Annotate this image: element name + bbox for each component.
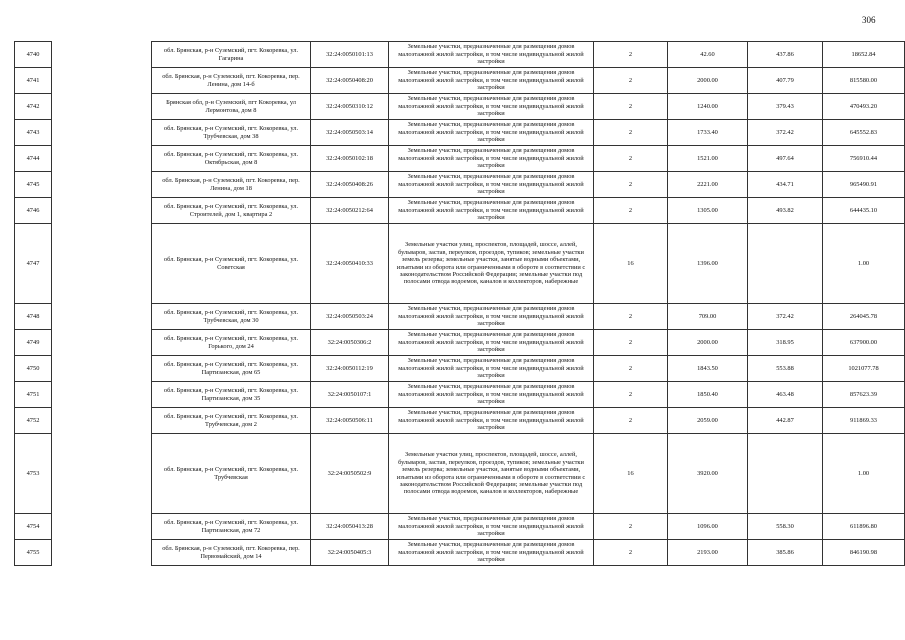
group-cell: 2 — [594, 330, 668, 356]
spacer-cell — [52, 146, 152, 172]
land-use-cell: Земельные участки улиц, проспектов, площадей, шоссе, аллей, бульваров, застав, переулков, проездов, тупиков; земельные участки земель резерва; земельные участки, занятые водными объектами, изъятыми из оборота или ограниченными в обороте в соответствии с законодательством Российской Федерации; земельные участки под полосами отвода водоемов, каналов и коллекторов, набережные — [389, 224, 594, 304]
area-cell: 2000.00 — [668, 330, 748, 356]
address-cell: обл. Брянская, р-н Суземский, пгт. Кокоревка, ул. Гагарина — [152, 42, 311, 68]
value-cell: 1.00 — [823, 434, 905, 514]
area-cell: 1850.40 — [668, 382, 748, 408]
land-use-cell: Земельные участки, предназначенные для размещения домов малоэтажной жилой застройки, в том числе индивидуальной жилой застройки — [389, 68, 594, 94]
cadastral-number-cell: 32:24:0050212:64 — [311, 198, 389, 224]
table-row — [15, 146, 905, 172]
address-cell: Брянская обл, р-н Суземский, пгт Кокоревка, ул Лермонтова, дом 8 — [152, 94, 311, 120]
group-cell: 2 — [594, 382, 668, 408]
land-use-cell: Земельные участки, предназначенные для размещения домов малоэтажной жилой застройки, в том числе индивидуальной жилой застройки — [389, 304, 594, 330]
table-row — [15, 224, 905, 304]
rate-cell: 553.88 — [748, 356, 823, 382]
area-cell: 2221.00 — [668, 172, 748, 198]
address-cell: обл. Брянская, р-н Суземский, пгт. Кокоревка, ул. Строителей, дом 1, квартира 2 — [152, 198, 311, 224]
rate-cell: 558.30 — [748, 514, 823, 540]
land-use-cell: Земельные участки, предназначенные для размещения домов малоэтажной жилой застройки, в том числе индивидуальной жилой застройки — [389, 540, 594, 566]
area-cell: 1396.00 — [668, 224, 748, 304]
cadastral-number-cell: 32:24:0050408:26 — [311, 172, 389, 198]
row-number: 4740 — [15, 42, 52, 68]
row-number: 4743 — [15, 120, 52, 146]
area-cell: 2000.00 — [668, 68, 748, 94]
group-cell: 2 — [594, 304, 668, 330]
group-cell: 2 — [594, 42, 668, 68]
rate-cell: 493.82 — [748, 198, 823, 224]
row-number: 4747 — [15, 224, 52, 304]
spacer-cell — [52, 382, 152, 408]
address-cell: обл. Брянская, р-н Суземский, пгт. Кокоревка, ул. Партизанская, дом 65 — [152, 356, 311, 382]
rate-cell: 497.64 — [748, 146, 823, 172]
value-cell: 264045.78 — [823, 304, 905, 330]
cadastral-number-cell: 32:24:0050102:18 — [311, 146, 389, 172]
address-cell: обл. Брянская, р-н Суземский, пгт. Кокоревка, ул. Советская — [152, 224, 311, 304]
table-body — [15, 42, 905, 566]
spacer-cell — [52, 42, 152, 68]
spacer-cell — [52, 408, 152, 434]
row-number: 4746 — [15, 198, 52, 224]
group-cell: 2 — [594, 514, 668, 540]
rate-cell — [748, 434, 823, 514]
table-row — [15, 356, 905, 382]
cadastral-number-cell: 32:24:0050408:20 — [311, 68, 389, 94]
row-number: 4745 — [15, 172, 52, 198]
group-cell: 2 — [594, 94, 668, 120]
row-number: 4755 — [15, 540, 52, 566]
group-cell: 2 — [594, 146, 668, 172]
value-cell: 815580.00 — [823, 68, 905, 94]
row-number: 4742 — [15, 94, 52, 120]
row-number: 4754 — [15, 514, 52, 540]
value-cell: 611896.80 — [823, 514, 905, 540]
table-row — [15, 304, 905, 330]
rate-cell: 372.42 — [748, 304, 823, 330]
area-cell: 1240.00 — [668, 94, 748, 120]
row-number: 4749 — [15, 330, 52, 356]
value-cell: 1021077.78 — [823, 356, 905, 382]
spacer-cell — [52, 434, 152, 514]
land-use-cell: Земельные участки, предназначенные для размещения домов малоэтажной жилой застройки, в том числе индивидуальной жилой застройки — [389, 356, 594, 382]
area-cell: 1843.50 — [668, 356, 748, 382]
cadastral-number-cell: 32:24:0050502:9 — [311, 434, 389, 514]
land-use-cell: Земельные участки, предназначенные для размещения домов малоэтажной жилой застройки, в том числе индивидуальной жилой застройки — [389, 120, 594, 146]
cadastral-number-cell: 32:24:0050506:11 — [311, 408, 389, 434]
group-cell: 2 — [594, 68, 668, 94]
address-cell: обл. Брянская, р-н Суземский, пгт. Кокоревка, ул. Трубчевская, дом 2 — [152, 408, 311, 434]
area-cell: 1096.00 — [668, 514, 748, 540]
value-cell: 637900.00 — [823, 330, 905, 356]
address-cell: обл. Брянская, р-н Суземский, пгт. Кокоревка, пер. Ленина, дом 18 — [152, 172, 311, 198]
rate-cell: 385.86 — [748, 540, 823, 566]
address-cell: обл. Брянская, р-н Суземский, пгт. Кокоревка, ул. Горького, дом 24 — [152, 330, 311, 356]
group-cell: 16 — [594, 434, 668, 514]
table-row — [15, 408, 905, 434]
table-row — [15, 120, 905, 146]
spacer-cell — [52, 198, 152, 224]
value-cell: 644435.10 — [823, 198, 905, 224]
rate-cell — [748, 224, 823, 304]
land-use-cell: Земельные участки, предназначенные для размещения домов малоэтажной жилой застройки, в том числе индивидуальной жилой застройки — [389, 146, 594, 172]
spacer-cell — [52, 94, 152, 120]
land-use-cell: Земельные участки, предназначенные для размещения домов малоэтажной жилой застройки, в том числе индивидуальной жилой застройки — [389, 198, 594, 224]
group-cell: 2 — [594, 356, 668, 382]
table-row — [15, 330, 905, 356]
table-row — [15, 514, 905, 540]
land-use-cell: Земельные участки, предназначенные для размещения домов малоэтажной жилой застройки, в том числе индивидуальной жилой застройки — [389, 514, 594, 540]
rate-cell: 379.43 — [748, 94, 823, 120]
table-row — [15, 434, 905, 514]
spacer-cell — [52, 172, 152, 198]
spacer-cell — [52, 304, 152, 330]
address-cell: обл. Брянская, р-н Суземский, пгт. Кокоревка, пер. Ленина, дом 14-б — [152, 68, 311, 94]
spacer-cell — [52, 356, 152, 382]
rate-cell: 407.79 — [748, 68, 823, 94]
row-number: 4748 — [15, 304, 52, 330]
row-number: 4752 — [15, 408, 52, 434]
land-use-cell: Земельные участки, предназначенные для размещения домов малоэтажной жилой застройки, в том числе индивидуальной жилой застройки — [389, 42, 594, 68]
value-cell: 18652.84 — [823, 42, 905, 68]
page-number: 306 — [862, 15, 876, 25]
value-cell: 857623.39 — [823, 382, 905, 408]
address-cell: обл. Брянская, р-н Суземский, пгт. Кокоревка, ул. Трубчевская, дом 38 — [152, 120, 311, 146]
group-cell: 2 — [594, 198, 668, 224]
row-number: 4751 — [15, 382, 52, 408]
row-number: 4753 — [15, 434, 52, 514]
cadastral-number-cell: 32:24:0050503:24 — [311, 304, 389, 330]
group-cell: 2 — [594, 408, 668, 434]
address-cell: обл. Брянская, р-н Суземский, пгт. Кокоревка, ул. Партизанская, дом 35 — [152, 382, 311, 408]
value-cell: 965490.91 — [823, 172, 905, 198]
table-row — [15, 94, 905, 120]
cadastral-number-cell: 32:24:0050413:28 — [311, 514, 389, 540]
land-use-cell: Земельные участки, предназначенные для размещения домов малоэтажной жилой застройки, в том числе индивидуальной жилой застройки — [389, 172, 594, 198]
cadastral-number-cell: 32:24:0050107:1 — [311, 382, 389, 408]
land-use-cell: Земельные участки, предназначенные для размещения домов малоэтажной жилой застройки, в том числе индивидуальной жилой застройки — [389, 94, 594, 120]
rate-cell: 372.42 — [748, 120, 823, 146]
value-cell: 645552.83 — [823, 120, 905, 146]
cadastral-number-cell: 32:24:0050405:3 — [311, 540, 389, 566]
table-row — [15, 540, 905, 566]
table-row — [15, 172, 905, 198]
address-cell: обл. Брянская, р-н Суземский, пгт. Кокоревка, пер. Первомайский, дом 14 — [152, 540, 311, 566]
table-row — [15, 198, 905, 224]
spacer-cell — [52, 540, 152, 566]
cadastral-number-cell: 32:24:0050101:13 — [311, 42, 389, 68]
value-cell: 911869.33 — [823, 408, 905, 434]
area-cell: 1521.00 — [668, 146, 748, 172]
rate-cell: 318.95 — [748, 330, 823, 356]
rate-cell: 442.87 — [748, 408, 823, 434]
value-cell: 846190.98 — [823, 540, 905, 566]
spacer-cell — [52, 514, 152, 540]
land-use-cell: Земельные участки, предназначенные для размещения домов малоэтажной жилой застройки, в том числе индивидуальной жилой застройки — [389, 330, 594, 356]
cadastral-number-cell: 32:24:0050112:19 — [311, 356, 389, 382]
area-cell: 709.00 — [668, 304, 748, 330]
spacer-cell — [52, 330, 152, 356]
group-cell: 16 — [594, 224, 668, 304]
land-use-cell: Земельные участки, предназначенные для размещения домов малоэтажной жилой застройки, в том числе индивидуальной жилой застройки — [389, 382, 594, 408]
group-cell: 2 — [594, 120, 668, 146]
land-plot-table — [14, 41, 905, 566]
row-number: 4741 — [15, 68, 52, 94]
spacer-cell — [52, 120, 152, 146]
spacer-cell — [52, 224, 152, 304]
area-cell: 2059.00 — [668, 408, 748, 434]
area-cell: 1305.00 — [668, 198, 748, 224]
address-cell: обл. Брянская, р-н Суземский, пгт. Кокоревка, ул. Октябрьская, дом 8 — [152, 146, 311, 172]
row-number: 4744 — [15, 146, 52, 172]
rate-cell: 463.48 — [748, 382, 823, 408]
area-cell: 2193.00 — [668, 540, 748, 566]
spacer-cell — [52, 68, 152, 94]
area-cell: 42.60 — [668, 42, 748, 68]
cadastral-number-cell: 32:24:0050410:33 — [311, 224, 389, 304]
area-cell: 1733.40 — [668, 120, 748, 146]
table-row — [15, 68, 905, 94]
cadastral-number-cell: 32:24:0050306:2 — [311, 330, 389, 356]
land-use-cell: Земельные участки улиц, проспектов, площадей, шоссе, аллей, бульваров, застав, переулков, проездов, тупиков; земельные участки земель резерва; земельные участки, занятые водными объектами, изъятыми из оборота или ограниченными в обороте в соответствии с законодательством Российской Федерации; земельные участки под полосами отвода водоемов, каналов и коллекторов, набережные — [389, 434, 594, 514]
value-cell: 470493.20 — [823, 94, 905, 120]
area-cell: 3920.00 — [668, 434, 748, 514]
cadastral-number-cell: 32:24:0050310:12 — [311, 94, 389, 120]
value-cell: 756910.44 — [823, 146, 905, 172]
group-cell: 2 — [594, 540, 668, 566]
table-row — [15, 382, 905, 408]
address-cell: обл. Брянская, р-н Суземский, пгт. Кокоревка, ул. Трубчевская, дом 30 — [152, 304, 311, 330]
group-cell: 2 — [594, 172, 668, 198]
rate-cell: 434.71 — [748, 172, 823, 198]
cadastral-number-cell: 32:24:0050503:14 — [311, 120, 389, 146]
address-cell: обл. Брянская, р-н Суземский, пгт. Кокоревка, ул. Партизанская, дом 72 — [152, 514, 311, 540]
table-row — [15, 42, 905, 68]
address-cell: обл. Брянская, р-н Суземский, пгт. Кокоревка, ул. Трубчевская — [152, 434, 311, 514]
value-cell: 1.00 — [823, 224, 905, 304]
rate-cell: 437.86 — [748, 42, 823, 68]
row-number: 4750 — [15, 356, 52, 382]
land-use-cell: Земельные участки, предназначенные для размещения домов малоэтажной жилой застройки, в том числе индивидуальной жилой застройки — [389, 408, 594, 434]
